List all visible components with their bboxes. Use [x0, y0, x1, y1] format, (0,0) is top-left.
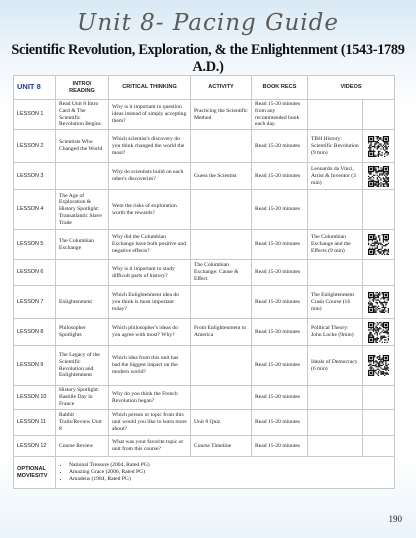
- video-cell: [308, 436, 363, 457]
- video-cell: Leonardo da Vinci, Artist & Inventor (3 min): [308, 163, 363, 190]
- activity-cell: Course Timeline: [191, 436, 252, 457]
- intro-cell: The Legacy of the Scientific Revolution and Enlightenment: [56, 346, 109, 386]
- video-cell: [308, 190, 363, 230]
- qr-cell: [363, 386, 395, 410]
- intro-cell: The Age of Exploration & History Spotlight: Transatlantic Slave Trade: [56, 190, 109, 230]
- table-row: [14, 163, 395, 190]
- activity-cell: The Columbian Exchange: Cause & Effect: [191, 260, 252, 286]
- table-row: [14, 286, 395, 319]
- critical-thinking-cell: What was your favorite topic or unit from this course?: [109, 436, 191, 457]
- video-cell: The Columbian Exchange and the Effects (9 min): [308, 230, 363, 260]
- book-recs-cell: Read 15-20 minutes: [252, 319, 308, 346]
- qr-cell: [363, 286, 395, 319]
- list-item: • Amazing Grace (2006, Rated PG): [69, 469, 391, 476]
- activity-cell: [191, 386, 252, 410]
- activity-cell: Guess the Scientist: [191, 163, 252, 190]
- activity-cell: [191, 286, 252, 319]
- intro-cell: Rabbit Trails/Review Unit 8: [56, 410, 109, 436]
- lesson-cell: LESSON 2: [14, 130, 56, 163]
- optional-movies-list: [59, 462, 391, 483]
- book-recs-cell: Read 15-20 minutes: [252, 286, 308, 319]
- intro-cell: Scientists Who Changed the World: [56, 130, 109, 163]
- table-row: [14, 130, 395, 163]
- intro-cell: [56, 163, 109, 190]
- table-row: [14, 386, 395, 410]
- critical-thinking-cell: Which Enlightenment idea do you think is most important today?: [109, 286, 191, 319]
- page-subtitle: Scientific Revolution, Exploration, & the Enlightenment (1543-1789 A.D.): [11, 42, 405, 75]
- qr-code-icon[interactable]: [368, 292, 389, 313]
- optional-movies-row: [14, 457, 395, 489]
- critical-thinking-cell: Why is it important to question ideas instead of simply accepting them?: [109, 100, 191, 130]
- book-recs-cell: Read 15-20 minutes: [252, 190, 308, 230]
- lesson-cell: LESSON 3: [14, 163, 56, 190]
- book-recs-cell: Read 15-20 minutes from any recommended book each day.: [252, 100, 308, 130]
- critical-thinking-cell: Why is it important to study difficult parts of history?: [109, 260, 191, 286]
- pacing-table: [13, 75, 395, 489]
- lesson-cell: LESSON 11: [14, 410, 56, 436]
- video-cell: Political Theory: John Locke (9min): [308, 319, 363, 346]
- book-recs-cell: Read 15-20 minutes: [252, 260, 308, 286]
- book-recs-cell: Read 15-20 minutes: [252, 436, 308, 457]
- intro-cell: Philosopher Spotlights: [56, 319, 109, 346]
- critical-thinking-cell: Were the risks of exploration worth the rewards?: [109, 190, 191, 230]
- book-recs-cell: Read 15-20 minutes: [252, 163, 308, 190]
- qr-cell: [363, 163, 395, 190]
- table-row: [14, 346, 395, 386]
- video-cell: The Enlightenment Crash Course (16 min): [308, 286, 363, 319]
- lesson-cell: LESSON 9: [14, 346, 56, 386]
- table-row: [14, 100, 395, 130]
- intro-cell: The Columbian Exchange: [56, 230, 109, 260]
- qr-cell: [363, 190, 395, 230]
- intro-cell: Enlightenment: [56, 286, 109, 319]
- video-cell: TBH History: Scientific Revolution (9 min): [308, 130, 363, 163]
- qr-cell: [363, 436, 395, 457]
- page-script-title: Unit 8- Pacing Guide: [77, 10, 339, 36]
- header-videos: VIDEOS: [308, 76, 395, 100]
- page-number: 190: [388, 514, 402, 524]
- critical-thinking-cell: Why do you think the French Revolution began?: [109, 386, 191, 410]
- header-book: BOOK RECS: [252, 76, 308, 100]
- activity-cell: [191, 190, 252, 230]
- critical-thinking-cell: Why do scientists build on each other's discoveries?: [109, 163, 191, 190]
- lesson-cell: LESSON 5: [14, 230, 56, 260]
- table-row: [14, 230, 395, 260]
- table-row: [14, 190, 395, 230]
- book-recs-cell: Read 15-20 minutes: [252, 410, 308, 436]
- activity-cell: From Enlightenment to America: [191, 319, 252, 346]
- video-cell: Ideals of Democracy (6 min): [308, 346, 363, 386]
- book-recs-cell: Read 15-20 minutes: [252, 346, 308, 386]
- lesson-cell: LESSON 4: [14, 190, 56, 230]
- qr-cell: [363, 319, 395, 346]
- qr-cell: [363, 346, 395, 386]
- qr-cell: [363, 410, 395, 436]
- intro-cell: Read Unit 8 Intro Card & The Scientific Revolution Begins: [56, 100, 109, 130]
- activity-cell: [191, 130, 252, 163]
- header-critical: CRITICAL THINKING: [109, 76, 191, 100]
- table-row: [14, 319, 395, 346]
- qr-cell: [363, 230, 395, 260]
- activity-cell: Practicing the Scientific Method: [191, 100, 252, 130]
- qr-code-icon[interactable]: [368, 234, 389, 255]
- lesson-cell: LESSON 1: [14, 100, 56, 130]
- qr-code-icon[interactable]: [368, 355, 389, 376]
- qr-code-icon[interactable]: [368, 136, 389, 157]
- table-row: [14, 260, 395, 286]
- critical-thinking-cell: Which philosopher's ideas do you agree with most? Why?: [109, 319, 191, 346]
- optional-movies-label: OPTIONAL MOVIES/TV: [14, 457, 56, 489]
- critical-thinking-cell: Which idea from this unit has had the biggest impact on the modern world?: [109, 346, 191, 386]
- header-unit: UNIT 8: [14, 76, 56, 100]
- activity-cell: [191, 346, 252, 386]
- table-row: [14, 410, 395, 436]
- table-row: [14, 436, 395, 457]
- video-cell: [308, 260, 363, 286]
- video-cell: [308, 100, 363, 130]
- header-intro: INTRO/ READING: [56, 76, 109, 100]
- activity-cell: [191, 230, 252, 260]
- qr-code-icon[interactable]: [368, 166, 389, 187]
- video-cell: [308, 386, 363, 410]
- lesson-cell: LESSON 7: [14, 286, 56, 319]
- qr-cell: [363, 260, 395, 286]
- table-body: [14, 100, 395, 489]
- qr-code-icon[interactable]: [368, 322, 389, 343]
- lesson-cell: LESSON 12: [14, 436, 56, 457]
- qr-cell: [363, 100, 395, 130]
- intro-cell: [56, 260, 109, 286]
- video-cell: [308, 410, 363, 436]
- qr-cell: [363, 130, 395, 163]
- header-activity: ACTIVITY: [191, 76, 252, 100]
- list-item: • National Treasure (2004, Rated PG): [69, 462, 391, 469]
- lesson-cell: LESSON 6: [14, 260, 56, 286]
- critical-thinking-cell: Why did the Columbian Exchange have both positive and negative effects?: [109, 230, 191, 260]
- lesson-cell: LESSON 8: [14, 319, 56, 346]
- intro-cell: Course Review: [56, 436, 109, 457]
- activity-cell: Unit 8 Quiz: [191, 410, 252, 436]
- optional-movies-cell: [56, 457, 395, 489]
- critical-thinking-cell: Which person or topic from this unit would you like to learn more about?: [109, 410, 191, 436]
- intro-cell: History Spotlight: Bastille Day in France: [56, 386, 109, 410]
- table-header-row: [14, 76, 395, 100]
- list-item: • Amadeus (1984, Rated PG): [69, 476, 391, 483]
- book-recs-cell: Read 15-20 minutes: [252, 230, 308, 260]
- critical-thinking-cell: Which scientist's discovery do you think changed the world the most?: [109, 130, 191, 163]
- lesson-cell: LESSON 10: [14, 386, 56, 410]
- book-recs-cell: Read 15-20 minutes: [252, 130, 308, 163]
- book-recs-cell: Read 15-20 minutes: [252, 386, 308, 410]
